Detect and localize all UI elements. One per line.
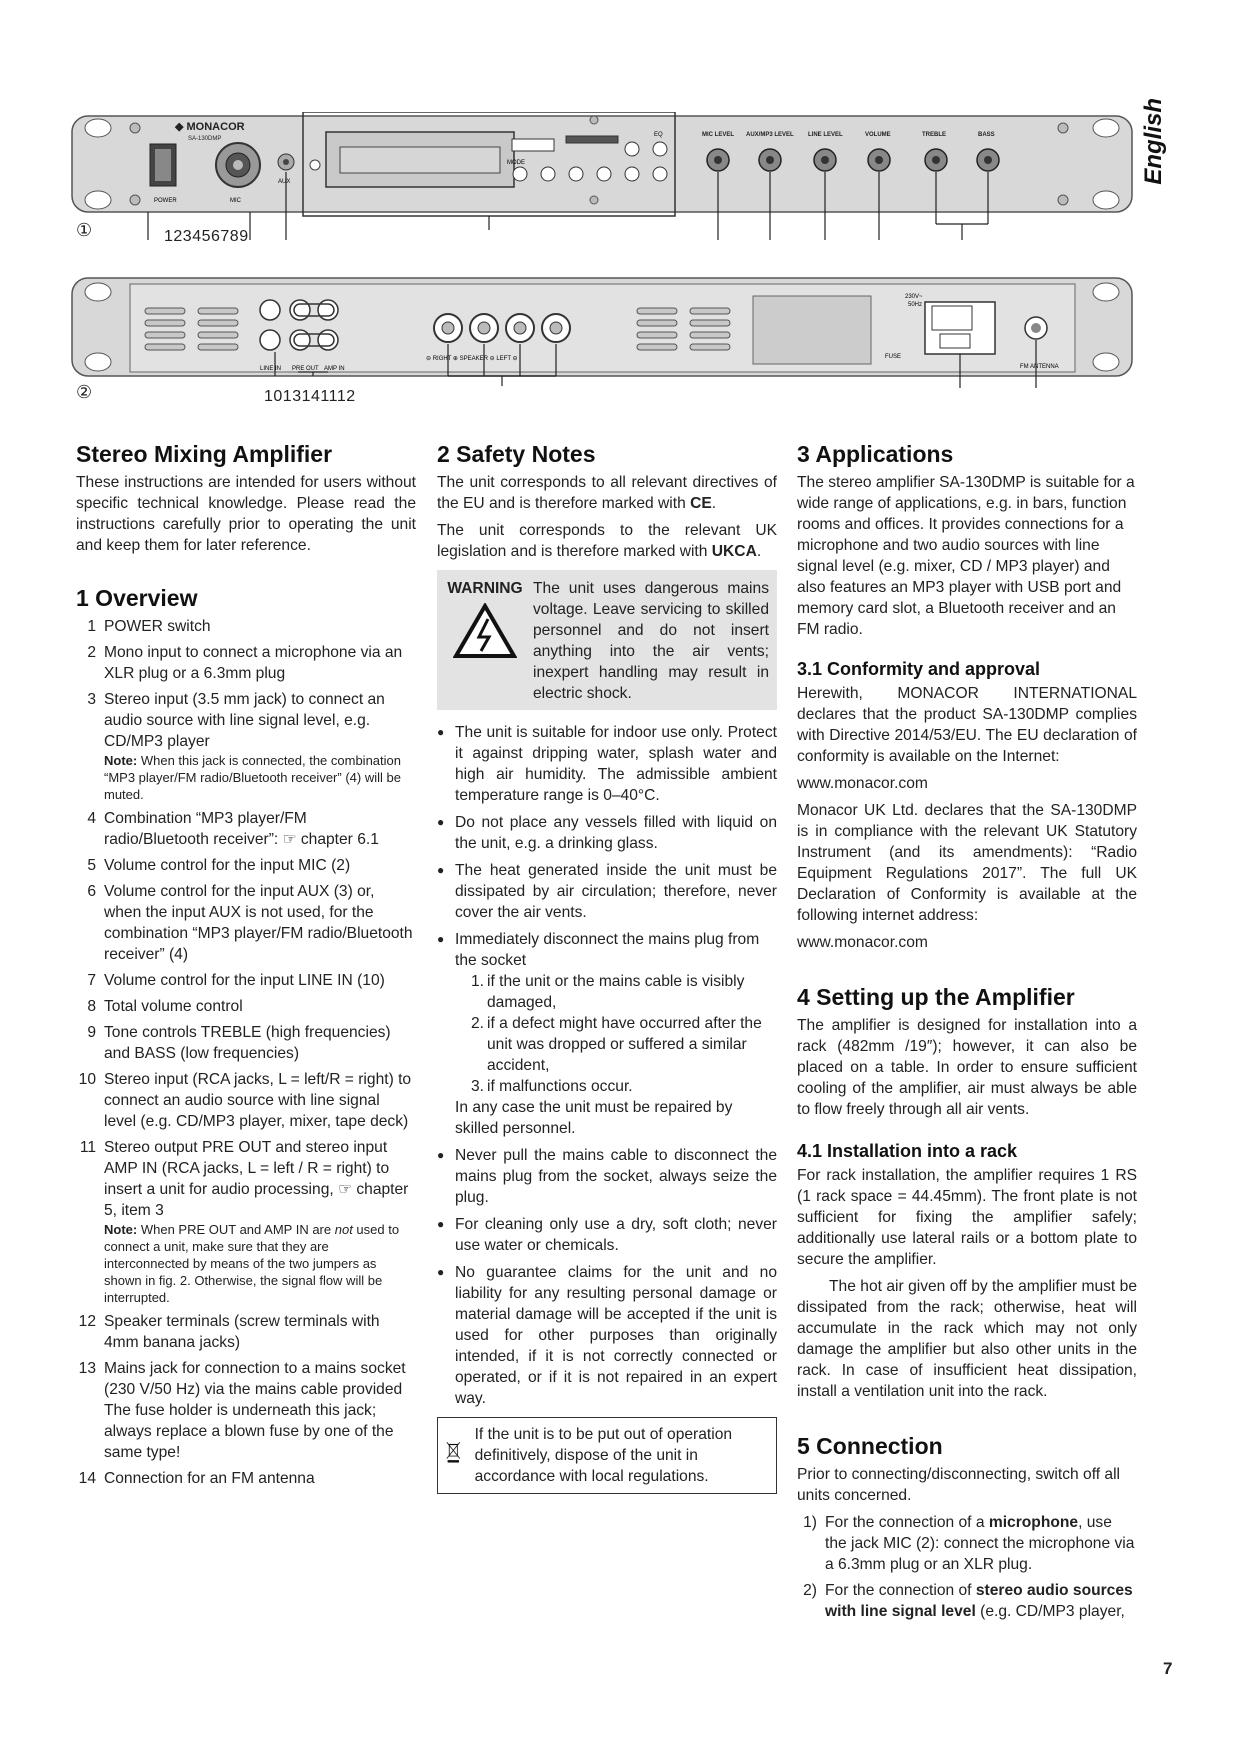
svg-text:MIC LEVEL: MIC LEVEL: [702, 132, 735, 138]
list-item: 1) For the connection of a microphone, use the jack MIC (2): connect the microphone via a 6.3mm plug or an XLR plug.: [803, 1514, 1135, 1573]
warning-box: [437, 570, 777, 710]
paragraph: The unit corresponds to the relevant UK legislation and is therefore marked with UKCA.: [437, 522, 777, 560]
list-item: 11 Stereo output PRE OUT and stereo input AMP IN (RCA jacks, L = left / R = right) to insert a unit for audio processing, ☞ chapter 5, item 3 Note: When PRE OUT and AMP IN are not used to connect a unit, make sure that they are interconnected by means of the two jumpers as shown in fig. 2. Otherwise, the signal flow will be interrupted.: [76, 1137, 416, 1306]
list-item: 2 Mono input to connect a microphone via an XLR plug or a 6.3mm plug: [87, 644, 403, 682]
list-item: ● The heat generated inside the unit must be dissipated by air circulation; therefore, never cover the air vents.: [437, 860, 777, 923]
sub-item: 1. if the unit or the mains cable is visibly damaged,: [471, 973, 745, 1011]
svg-text:BASS: BASS: [978, 132, 995, 138]
svg-text:POWER: POWER: [154, 198, 177, 204]
paragraph: The amplifier is designed for installation into a rack (482mm /19″); however, it can also be placed on a table. In order to ensure sufficient cooling of the amplifier, air must always be able to flow freely through all air vents.: [797, 1017, 1137, 1118]
page-number: 7: [1163, 1659, 1173, 1678]
note: Note: When PRE OUT and AMP IN are not used to connect a unit, make sure that they are interconnected by means of the two jumpers as shown in fig. 2. Otherwise, the signal flow will be interrupted.: [104, 1222, 400, 1305]
list-item: 3 Stereo input (3.5 mm jack) to connect an audio source with line signal level, e.g. CD/MP3 player Note: When this jack is connected, the combination “MP3 player/FM radio/Bluetooth receiver” (4) will be muted.: [76, 689, 416, 803]
disposal-box: [437, 1417, 777, 1494]
paragraph: The hot air given off by the amplifier must be dissipated from the rack; otherwise, heat will accumulate in the rack which may not only damage the amplifier but also other units in the rack. In case of insufficient heat dissipation, install a ventilation unit into the rack.: [797, 1278, 1137, 1400]
url-link[interactable]: www.monacor.com: [797, 775, 928, 792]
figure-1-item-numbers: 123456789: [164, 228, 249, 245]
svg-text:AMP IN: AMP IN: [324, 366, 345, 372]
column-safety: [437, 440, 777, 1494]
paragraph: Herewith, MONACOR INTERNATIONAL declares that the product SA-130DMP complies with Directive 2014/53/EU. The EU declaration of conformity is available on the Internet:: [797, 685, 1137, 765]
svg-text:LINE IN: LINE IN: [260, 366, 282, 372]
list-item: 1 POWER switch: [87, 618, 211, 635]
rear-panel-figure: [70, 276, 1135, 411]
list-item: 14 Connection for an FM antenna: [78, 1470, 315, 1487]
list-item: 6 Volume control for the input AUX (3) or, when the input AUX is not used, for the combination “MP3 player/FM radio/Bluetooth receiver” (4): [87, 883, 413, 963]
warning-label: WARNING: [447, 580, 523, 597]
svg-text:SA-130DMP: SA-130DMP: [188, 136, 222, 142]
paragraph: Monacor UK Ltd. declares that the SA-130DMP is in compliance with the relevant UK Statutory Instrument (and its amendments): “Radio Equipment Regulations 2017”. The full UK Declaration of Conformity is available at the following internet address:: [797, 802, 1137, 924]
intro-paragraph: These instructions are intended for users without specific technical knowledge. Please read the instructions carefully prior to operating the unit and keep them for later reference.: [76, 474, 416, 554]
list-item: 13 Mains jack for connection to a mains socket (230 V/50 Hz) via the mains cable provided The fuse holder is underneath this jack; always replace a blown fuse by one of the same type!: [78, 1360, 406, 1461]
language-tab: [1140, 98, 1210, 218]
list-item: 4 Combination “MP3 player/FM radio/Bluetooth receiver”: ☞ chapter 6.1: [87, 810, 379, 848]
connection-heading: 5 Connection: [797, 1433, 943, 1459]
language-label: English: [1140, 98, 1167, 185]
paragraph: The stereo amplifier SA-130DMP is suitable for a wide range of applications, e.g. in bars, function rooms and offices. It provides connections for a microphone and two audio sources with line signal level (e.g. mixer, CD / MP3 player) and also features an MP3 player with USB port and memory card slot, a Bluetooth receiver and an FM radio.: [797, 474, 1135, 638]
list-item: 2) For the connection of stereo audio sources with line signal level (e.g. CD/MP3 player,: [803, 1582, 1133, 1620]
list-item: 12 Speaker terminals (screw terminals with 4mm banana jacks): [78, 1313, 380, 1351]
list-item: 10 Stereo input (RCA jacks, L = left/R = right) to connect an audio source with line signal level (e.g. CD/MP3 player, mixer, tape deck): [78, 1071, 412, 1130]
safety-heading: 2 Safety Notes: [437, 441, 596, 467]
list-item: ● Immediately disconnect the mains plug from the socket 1. if the unit or the mains cable is visibly damaged, 2. if a defect might have occurred after the unit was dropped or suffered a similar accident, 3. if malfunctions occur. In any case the unit must be repaired by skilled personnel.: [437, 929, 777, 1139]
svg-text:VOLUME: VOLUME: [865, 132, 891, 138]
disposal-text: If the unit is to be put out of operation definitively, dispose of the unit in accordance with local regulations.: [474, 1426, 733, 1485]
rack-heading: 4.1 Installation into a rack: [797, 1141, 1018, 1161]
list-item: 7 Volume control for the input LINE IN (10): [87, 972, 385, 989]
note: Note: When this jack is connected, the combination “MP3 player/FM radio/Bluetooth receiver” (4) will be muted.: [104, 753, 401, 802]
connection-list: [797, 1512, 1137, 1622]
doc-title: Stereo Mixing Amplifier: [76, 441, 333, 467]
list-item: ● Never pull the mains cable to disconnect the mains plug from the socket, always seize the plug.: [437, 1145, 777, 1208]
list-item: ● The unit is suitable for indoor use only. Protect it against dripping water, splash water and high air humidity. The admissible ambient temperature range is 0–40°C.: [437, 722, 777, 806]
high-voltage-icon: [453, 603, 517, 659]
column-overview: [76, 440, 416, 1494]
safety-list: [437, 722, 777, 1409]
paragraph: Prior to connecting/disconnecting, switch off all units concerned.: [797, 1466, 1121, 1504]
list-item: ● No guarantee claims for the unit and no liability for any resulting personal damage or material damage will be accepted if the unit is used for other purposes than originally intended, if it is not correctly connected or operated, or if it is not repaired in an expert way.: [437, 1262, 777, 1409]
figure-2-item-numbers: 1013141112: [264, 388, 356, 405]
conformity-heading: 3.1 Conformity and approval: [797, 659, 1041, 679]
svg-text:LINE LEVEL: LINE LEVEL: [808, 132, 843, 138]
svg-text:⊖ RIGHT ⊕ SPEAKER ⊖ LEFT ⊖: ⊖ RIGHT ⊕ SPEAKER ⊖ LEFT ⊖: [426, 356, 518, 362]
figure-2-label: ②: [76, 382, 93, 402]
paragraph: For rack installation, the amplifier requires 1 RS (1 rack space = 44.45mm). The front plate is not sufficient for fixing the amplifier safely; additionally use lateral rails or a bottom plate to secure the amplifier.: [797, 1167, 1137, 1268]
svg-text:AUX: AUX: [278, 179, 291, 185]
overview-heading: 1 Overview: [76, 585, 198, 611]
list-item: 5 Volume control for the input MIC (2): [87, 857, 351, 874]
url-link[interactable]: www.monacor.com: [797, 934, 928, 951]
list-item: 8 Total volume control: [87, 998, 243, 1015]
applications-heading: 3 Applications: [797, 441, 954, 467]
figure-1-label: ①: [76, 220, 93, 240]
svg-text:FUSE: FUSE: [885, 354, 902, 360]
sub-item: 3. if malfunctions occur.: [471, 1078, 633, 1095]
sub-item: 2. if a defect might have occurred after the unit was dropped or suffered a similar accident,: [471, 1015, 762, 1074]
front-panel-figure: [70, 112, 1135, 252]
svg-text:PRE OUT: PRE OUT: [292, 366, 319, 372]
svg-text:50Hz: 50Hz: [908, 302, 923, 308]
list-item: ● Do not place any vessels filled with liquid on the unit, e.g. a drinking glass.: [437, 812, 777, 854]
svg-text:AUX/MP3 LEVEL: AUX/MP3 LEVEL: [746, 132, 794, 138]
list-item: ● For cleaning only use a dry, soft cloth; never use water or chemicals.: [437, 1214, 777, 1256]
column-applications: [797, 440, 1137, 1627]
wheelie-bin-crossed-icon: [446, 1424, 461, 1480]
sub-list: [455, 971, 777, 1097]
svg-text:FM ANTENNA: FM ANTENNA: [1020, 364, 1059, 370]
rear-panel-drawing: [70, 276, 1135, 411]
svg-text:TREBLE: TREBLE: [922, 132, 946, 138]
warning-text: The unit uses dangerous mains voltage. Leave servicing to skilled personnel and do not insert anything into the air vents; inexpert handling may result in electric shock.: [533, 580, 769, 702]
svg-text:MIC: MIC: [230, 198, 241, 204]
overview-list: [76, 616, 416, 1489]
setup-heading: 4 Setting up the Amplifier: [797, 984, 1075, 1010]
list-item: 9 Tone controls TREBLE (high frequencies) and BASS (low frequencies): [87, 1024, 391, 1062]
svg-text:◆ MONACOR: ◆ MONACOR: [175, 121, 245, 133]
paragraph: The unit corresponds to all relevant directives of the EU and is therefore marked with CE.: [437, 474, 777, 512]
svg-text:MODE: MODE: [507, 160, 525, 166]
svg-text:230V~: 230V~: [905, 294, 923, 300]
svg-text:EQ: EQ: [654, 132, 663, 138]
